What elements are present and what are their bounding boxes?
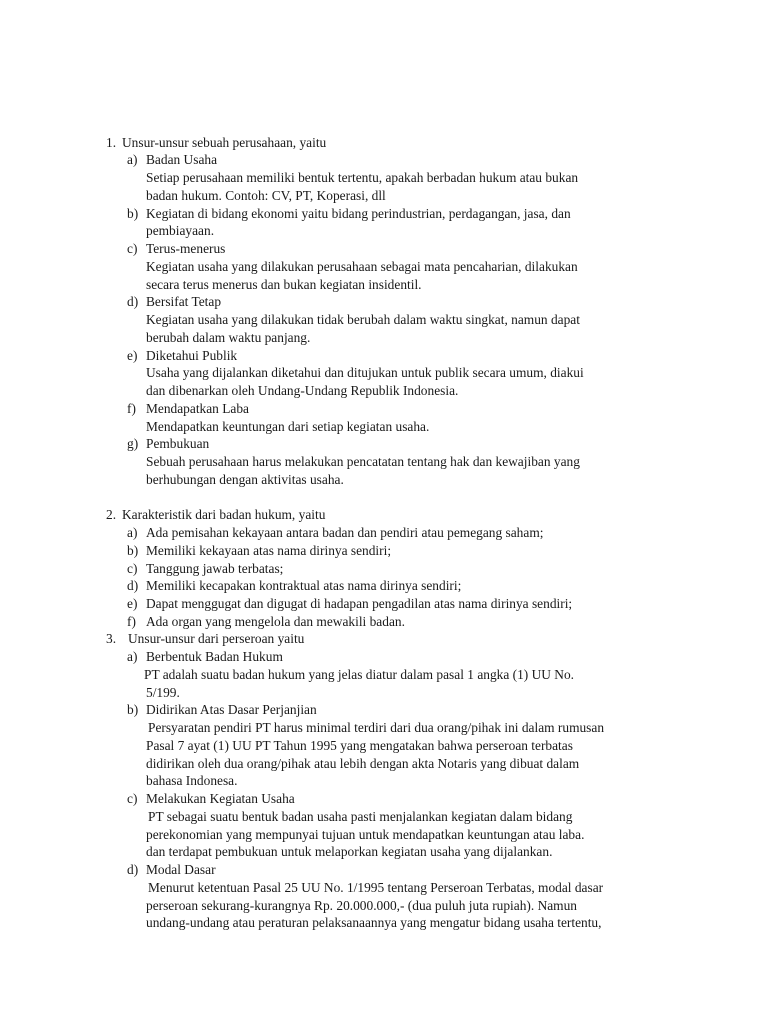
section-number: 2. (106, 507, 117, 522)
item-title: Melakukan Kegiatan Usaha (146, 791, 295, 806)
item-label: b) (127, 543, 139, 558)
item-desc: Menurut ketentuan Pasal 25 UU No. 1/1995 tentang Perseroan Terbatas, modal dasar (148, 880, 604, 895)
item-label: c) (127, 561, 138, 576)
item-title: Ada pemisahan kekayaan antara badan dan pendiri atau pemegang saham; (146, 525, 544, 540)
item-desc: Sebuah perusahaan harus melakukan pencatatan tentang hak dan kewajiban yang (146, 454, 580, 469)
item-desc: Usaha yang dijalankan diketahui dan ditujukan untuk publik secara umum, diakui (146, 365, 584, 380)
item-label: a) (127, 649, 138, 664)
item-title: Bersifat Tetap (146, 294, 222, 309)
item-title: Kegiatan di bidang ekonomi yaitu bidang perindustrian, perdagangan, jasa, dan (146, 206, 571, 221)
item-label: b) (127, 702, 139, 717)
item-desc: pembiayaan. (146, 223, 215, 238)
item-desc: Setiap perusahaan memiliki bentuk tertentu, apakah berbadan hukum atau bukan (146, 170, 579, 185)
item-label: d) (127, 578, 139, 593)
item-desc: Kegiatan usaha yang dilakukan perusahaan sebagai mata pencaharian, dilakukan (146, 259, 578, 274)
section-title: Unsur-unsur dari perseroan yaitu (128, 631, 305, 646)
item-desc: undang-undang atau peraturan pelaksanaannya yang mengatur bidang usaha tertentu, (146, 915, 602, 930)
item-label: f) (127, 401, 136, 416)
item-desc: PT adalah suatu badan hukum yang jelas diatur dalam pasal 1 angka (1) UU No. (144, 667, 574, 682)
item-title: Mendapatkan Laba (146, 401, 249, 416)
item-title: Ada organ yang mengelola dan mewakili badan. (146, 614, 405, 629)
item-desc: Kegiatan usaha yang dilakukan tidak berubah dalam waktu singkat, namun dapat (146, 312, 580, 327)
section-title: Unsur-unsur sebuah perusahaan, yaitu (122, 135, 327, 150)
item-desc: berhubungan dengan aktivitas usaha. (146, 472, 344, 487)
item-label: a) (127, 525, 138, 540)
item-label: c) (127, 791, 138, 806)
item-title: Modal Dasar (146, 862, 216, 877)
item-desc: berubah dalam waktu panjang. (146, 330, 311, 345)
item-label: e) (127, 596, 138, 611)
item-title: Didirikan Atas Dasar Perjanjian (146, 702, 317, 717)
item-label: c) (127, 241, 138, 256)
item-desc: perekonomian yang mempunyai tujuan untuk mendapatkan keuntungan atau laba. (146, 827, 585, 842)
item-desc: 5/199. (146, 685, 180, 700)
item-label: e) (127, 348, 138, 363)
item-title: Terus-menerus (146, 241, 226, 256)
item-title: Memiliki kekayaan atas nama dirinya sendiri; (146, 543, 392, 558)
item-desc: didirikan oleh dua orang/pihak atau lebih dengan akta Notaris yang dibuat dalam (146, 756, 580, 771)
item-desc: bahasa Indonesa. (146, 773, 238, 788)
item-desc: Mendapatkan keuntungan dari setiap kegiatan usaha. (146, 419, 430, 434)
section-number: 3. (106, 631, 117, 646)
item-label: a) (127, 152, 138, 167)
item-desc: perseroan sekurang-kurangnya Rp. 20.000.000,- (dua puluh juta rupiah). Namun (146, 898, 577, 913)
item-title: Memiliki kecapakan kontraktual atas nama dirinya sendiri; (146, 578, 462, 593)
item-label: b) (127, 206, 139, 221)
item-title: Tanggung jawab terbatas; (146, 561, 284, 576)
item-desc: Persyaratan pendiri PT harus minimal terdiri dari dua orang/pihak ini dalam rumusan (148, 720, 605, 735)
item-desc: secara terus menerus dan bukan kegiatan insidentil. (146, 277, 422, 292)
item-title: Dapat menggugat dan digugat di hadapan pengadilan atas nama dirinya sendiri; (146, 596, 573, 611)
item-desc: PT sebagai suatu bentuk badan usaha pasti menjalankan kegiatan dalam bidang (148, 809, 573, 824)
item-label: d) (127, 862, 139, 877)
section-number: 1. (106, 135, 117, 150)
item-desc: dan dibenarkan oleh Undang-Undang Republik Indonesia. (146, 383, 459, 398)
item-title: Badan Usaha (146, 152, 218, 167)
item-title: Pembukuan (146, 436, 210, 451)
item-label: d) (127, 294, 139, 309)
item-desc: badan hukum. Contoh: CV, PT, Koperasi, dll (146, 188, 386, 203)
item-title: Berbentuk Badan Hukum (146, 649, 283, 664)
section-title: Karakteristik dari badan hukum, yaitu (122, 507, 326, 522)
item-title: Diketahui Publik (146, 348, 238, 363)
item-desc: Pasal 7 ayat (1) UU PT Tahun 1995 yang mengatakan bahwa perseroan terbatas (146, 738, 573, 753)
item-desc: dan terdapat pembukuan untuk melaporkan kegiatan usaha yang dijalankan. (146, 844, 553, 859)
item-label: f) (127, 614, 136, 629)
item-label: g) (127, 436, 139, 451)
